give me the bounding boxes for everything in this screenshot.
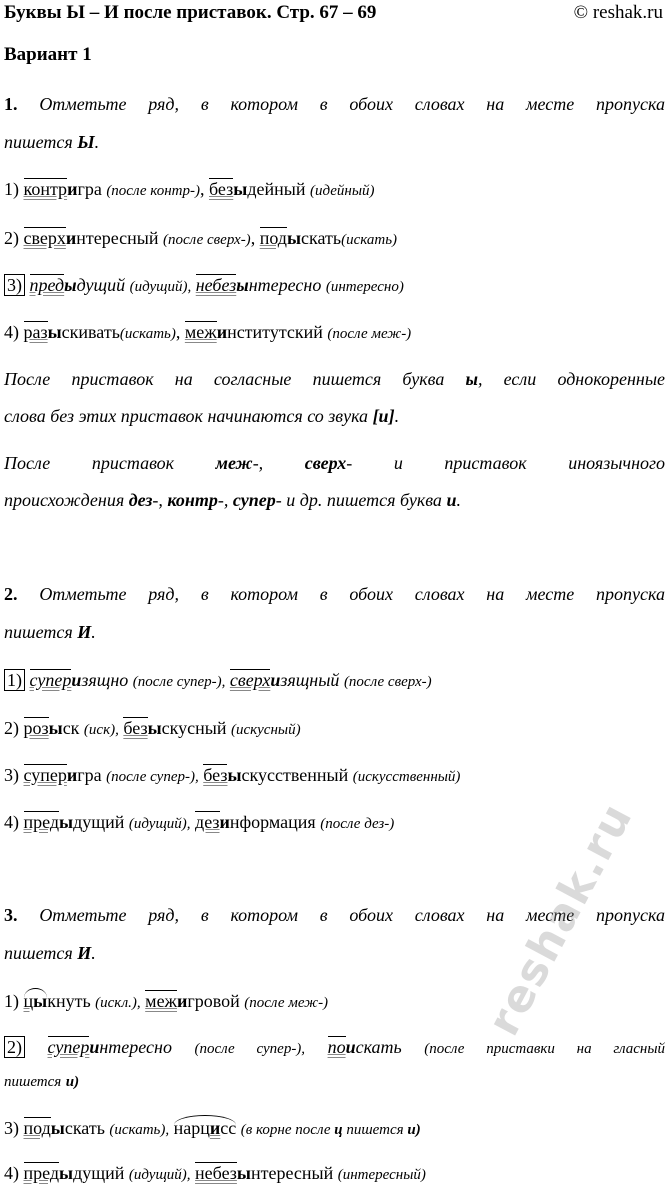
q3-option-2-correct: 2) суперинтересно (после супер-), поискать (после приставки на гласный [4,1035,665,1061]
watermark: reshak.ru [478,794,644,1044]
q3-text-end: пишется И. [4,943,96,963]
rule-2: После приставок меж-, сверх- и приставок иноязычного [4,453,666,473]
q2-option-1-correct: 1) суперизящно (после супер-), сверхизящный (после сверх-) [4,668,665,694]
site-credit: © reshak.ru [573,2,663,23]
page-title: Буквы Ы – И после приставок. Стр. 67 – 69 [4,2,377,23]
header [4,0,663,28]
q3-option-1: 1) цыкнуть (искл.), межигровой (после меж-) [4,988,665,1015]
rule-1: После приставок на согласные пишется буква ы, если однокоренные [4,369,665,389]
q2-option-2: 2) розыск (иск), безыскусный (искусный) [4,718,301,738]
correct-answer-box: 3) [4,274,25,296]
correct-answer-box: 1) [4,669,25,691]
rule-2-end: происхождения дез-, контр-, супер- и др. пишется буква и. [4,490,461,510]
q2-option-3: 3) суперигра (после супер-), безыскусственный (искусственный) [4,765,461,785]
variant-title: Вариант 1 [4,44,92,65]
q2-option-4: 4) предыдущий (идущий), дезинформация (после дез-) [4,812,395,832]
correct-answer-box: 2) [4,1036,25,1058]
q2-text: 2. Отметьте ряд, в котором в обоих словах на месте пропуска [4,584,666,604]
q3-text: 3. Отметьте ряд, в котором в обоих словах на месте пропуска [4,905,666,925]
q3-option-2-end: пишется и) [4,1074,80,1090]
q1-option-1: 1) контригра (после контр-), безыдейный (идейный) [4,179,375,199]
q1-text: 1. Отметьте ряд, в котором в обоих словах на месте пропуска [4,94,666,114]
q1-text-end: пишется Ы. [4,132,100,152]
root-arc: нарцисс [174,1115,237,1140]
q3-option-4: 4) предыдущий (идущий), небезынтересный (интересный) [4,1163,426,1183]
q2-text-end: пишется И. [4,622,96,642]
root-arc: цы [24,988,48,1013]
rule-1-end: слова без этих приставок начинаются со звука [и]. [4,406,400,426]
q1-option-4: 4) разыскивать(искать), межинститутский (после меж-) [4,322,412,342]
q1-option-2: 2) сверхинтересный (после сверх-), подыскать(искать) [4,228,398,248]
q3-option-3: 3) подыскать (искать), нарцисс (в корне после ц пишется и) [4,1115,665,1142]
q1-option-3-correct: 3) предыдущий (идущий), небезынтересно (интересно) [4,273,665,299]
